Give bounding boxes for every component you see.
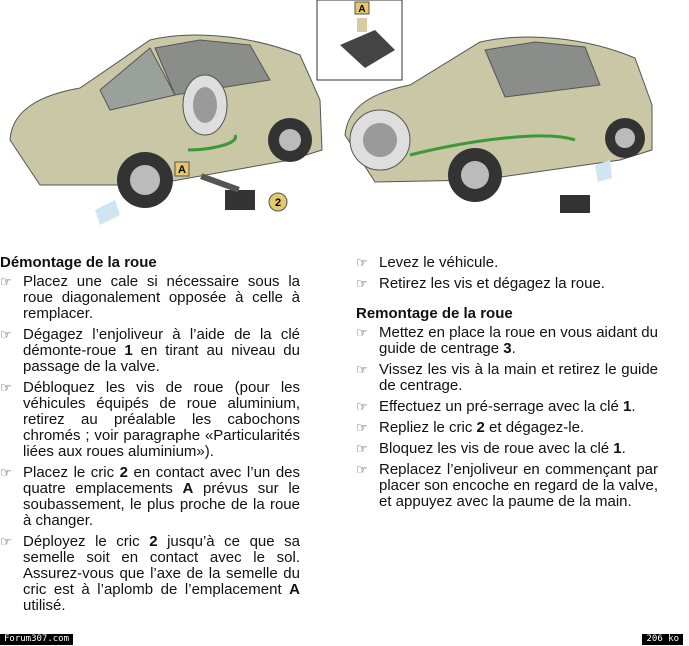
- left-column: [0, 255, 300, 619]
- label-a-inset: A: [358, 4, 366, 15]
- demontage-step-list: [0, 274, 300, 614]
- right-column: [356, 255, 658, 515]
- reference-number: 3: [503, 340, 512, 357]
- step-text: Dégagez l’enjoliveur à l’aide de la clé démonte-roue: [23, 326, 300, 359]
- remontage-step-2: [356, 362, 658, 394]
- step-text: .: [631, 398, 636, 415]
- step-text: Effectuez un pré-serrage avec la clé: [379, 398, 624, 415]
- step-text: Bloquez les vis de roue avec la clé: [379, 440, 614, 457]
- step-text: utilisé.: [23, 597, 66, 614]
- demontage-step-1: [0, 274, 300, 322]
- reference-number: 1: [124, 342, 133, 359]
- demontage-step-4: [0, 465, 300, 529]
- remontage-step-list: [356, 325, 658, 510]
- pointing-hand-icon: ☞: [356, 325, 368, 340]
- step-text: et dégagez-le.: [484, 419, 585, 436]
- demontage-continued-step-1: [356, 255, 658, 271]
- step-text: Débloquez les vis de roue (pour les véhicules équipés de roue aluminium, retirez au préalable les cabochons chromés ; voir paragraphe «Particularités liées aux roues aluminium»).: [23, 379, 300, 460]
- step-text: prévus sur le soubassement, le plus proche de la roue à changer.: [23, 480, 300, 529]
- step-text: Retirez les vis et dégagez la roue.: [379, 275, 605, 292]
- pointing-hand-icon: ☞: [0, 534, 12, 549]
- label-2-left: 2: [274, 197, 282, 209]
- pointing-hand-icon: ☞: [356, 441, 368, 456]
- reference-number: 2: [476, 419, 485, 436]
- reference-number: 1: [613, 440, 622, 457]
- heading-demontage: Démontage de la roue: [0, 254, 157, 271]
- step-text: Mettez en place la roue en vous aidant du guide de centrage: [379, 324, 658, 357]
- pointing-hand-icon: ☞: [356, 462, 368, 477]
- step-text: Déployez le cric: [23, 533, 150, 550]
- reference-number: A: [182, 480, 194, 497]
- pointing-hand-icon: ☞: [356, 255, 368, 270]
- reference-number: 2: [149, 533, 158, 550]
- step-text: en tirant au niveau du passage de la valve.: [23, 342, 300, 375]
- demontage-continued-list: [356, 255, 658, 292]
- pointing-hand-icon: ☞: [0, 327, 12, 342]
- pointing-hand-icon: ☞: [0, 465, 12, 480]
- demontage-step-3: [0, 380, 300, 460]
- pointing-hand-icon: ☞: [0, 380, 12, 395]
- demontage-continued-step-2: [356, 276, 658, 292]
- step-text: Placez une cale si nécessaire sous la roue diagonalement opposée à celle à remplacer.: [23, 273, 300, 322]
- illustration-strip: [0, 0, 689, 240]
- pointing-hand-icon: ☞: [356, 362, 368, 377]
- step-text: Vissez les vis à la main et retirez le guide de centrage.: [379, 361, 658, 394]
- remontage-step-5: [356, 441, 658, 457]
- car-illustration-left: [10, 35, 322, 225]
- pointing-hand-icon: ☞: [356, 276, 368, 291]
- reference-number: 2: [119, 464, 129, 481]
- step-text: .: [511, 340, 516, 357]
- step-text: .: [621, 440, 626, 457]
- demontage-step-5: [0, 534, 300, 614]
- demontage-step-2: [0, 327, 300, 375]
- jack-inset-illustration: [317, 0, 402, 80]
- step-text: Repliez le cric: [379, 419, 477, 436]
- reference-number: 1: [623, 398, 632, 415]
- step-text: Levez le véhicule.: [379, 254, 499, 271]
- forum-watermark: Forum307.com: [0, 634, 73, 645]
- reference-number: A: [289, 581, 300, 598]
- step-text: en contact avec l’un des quatre emplacements: [23, 464, 301, 497]
- remontage-step-6: [356, 462, 658, 510]
- remontage-step-1: [356, 325, 658, 357]
- heading-remontage: Remontage de la roue: [356, 305, 513, 322]
- step-text: jusqu’à ce que sa semelle soit en contact avec le sol. Assurez-vous que l’axe de la semelle du cric est à l’aplomb de l’emplacement: [23, 533, 300, 598]
- remontage-step-4: [356, 420, 658, 436]
- pointing-hand-icon: ☞: [0, 274, 12, 289]
- file-size-badge: 206 ko: [642, 634, 683, 645]
- label-a-left: A: [178, 164, 186, 176]
- pointing-hand-icon: ☞: [356, 399, 368, 414]
- remontage-step-3: [356, 399, 658, 415]
- step-text: Placez le cric: [23, 464, 120, 481]
- step-text: Replacez l’enjoliveur en commençant par placer son encoche en regard de la valve, et appuyez avec la paume de la main.: [379, 461, 658, 510]
- pointing-hand-icon: ☞: [356, 420, 368, 435]
